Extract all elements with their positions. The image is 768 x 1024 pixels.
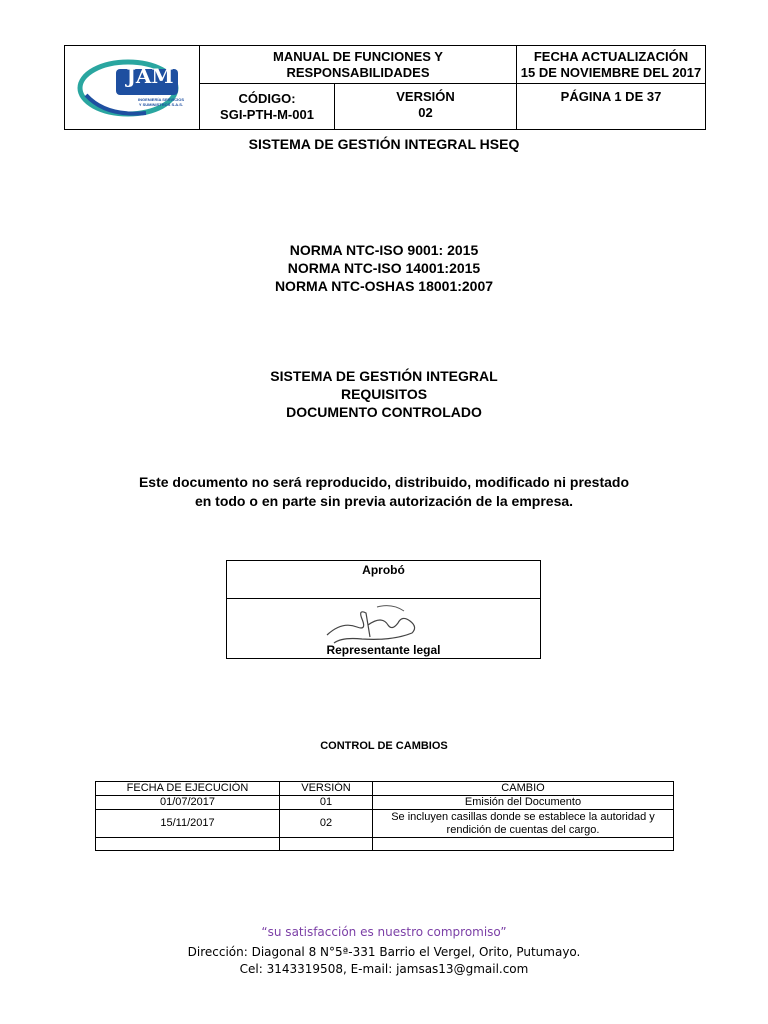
document-header [64, 45, 706, 130]
version-cell [335, 84, 517, 130]
change-control-title: CONTROL DE CAMBIOS [320, 740, 448, 752]
column-header: FECHA DE EJECUCIÓN [96, 782, 280, 796]
column-header: CAMBIO [373, 782, 674, 796]
approval-box [226, 560, 541, 659]
sgi-line: SISTEMA DE GESTIÓN INTEGRAL [270, 368, 498, 384]
update-date-label: FECHA ACTUALIZACIÓN [533, 48, 689, 64]
norma-line: NORMA NTC-OSHAS 18001:2007 [274, 278, 494, 294]
notice-line: Este documento no será reproducido, distribuido, modificado ni prestado [138, 474, 630, 490]
footer-address: Dirección: Diagonal 8 N°5ª-331 Barrio el Vergel, Orito, Putumayo. [187, 945, 581, 959]
code-value: SGI-PTH-M-001 [220, 106, 314, 122]
norma-line: NORMA NTC-ISO 9001: 2015 [289, 242, 479, 258]
version-value: 02 [418, 105, 433, 120]
signer-label: Representante legal [326, 643, 441, 657]
sgi-block [0, 367, 768, 421]
table-cell: Emisión del Documento [373, 796, 674, 810]
table-row [96, 796, 674, 810]
table-cell: 15/11/2017 [96, 810, 280, 838]
code-cell [200, 84, 335, 130]
reproduction-notice [0, 473, 768, 511]
update-date-cell [517, 46, 706, 84]
company-logo [76, 55, 188, 121]
table-cell: 01/07/2017 [96, 796, 280, 810]
table-cell [96, 838, 280, 851]
table-cell: Se incluyen casillas donde se establece la autoridad y rendición de cuentas del cargo. [373, 810, 674, 838]
table-cell: 01 [280, 796, 373, 810]
sgi-line: REQUISITOS [340, 386, 428, 402]
page-number: PÁGINA 1 DE 37 [517, 84, 706, 130]
signature-icon [322, 601, 432, 647]
change-control-table [95, 781, 674, 851]
table-cell [373, 838, 674, 851]
version-label: VERSIÓN [396, 89, 455, 104]
footer-slogan: “su satisfacción es nuestro compromiso” [261, 925, 507, 939]
table-cell: 02 [280, 810, 373, 838]
norma-line: NORMA NTC-ISO 14001:2015 [287, 260, 481, 276]
column-header: VERSIÓN [280, 782, 373, 796]
logo-text: JAM [126, 63, 174, 88]
system-title: SISTEMA DE GESTIÓN INTEGRAL HSEQ [248, 136, 520, 152]
footer-contact: Cel: 3143319508, E-mail: jamsas13@gmail.com [239, 962, 529, 976]
table-header-row [96, 782, 674, 796]
table-row [96, 810, 674, 838]
approval-header [227, 561, 540, 599]
table-row [96, 838, 674, 851]
normas-block [0, 241, 768, 295]
code-label: CÓDIGO: [238, 90, 296, 106]
update-date-value: 15 DE NOVIEMBRE DEL 2017 [520, 64, 702, 80]
approval-title: Aprobó [362, 563, 405, 577]
sgi-line: DOCUMENTO CONTROLADO [286, 404, 482, 420]
logo-cell [65, 46, 200, 130]
logo-subtext: INGENIERÍA SERVICIOS Y SUMINISTROS S.A.S. [138, 96, 185, 107]
table-cell [280, 838, 373, 851]
manual-title: MANUAL DE FUNCIONES Y RESPONSABILIDADES [200, 46, 517, 84]
notice-line: en todo o en parte sin previa autorización de la empresa. [194, 493, 574, 509]
